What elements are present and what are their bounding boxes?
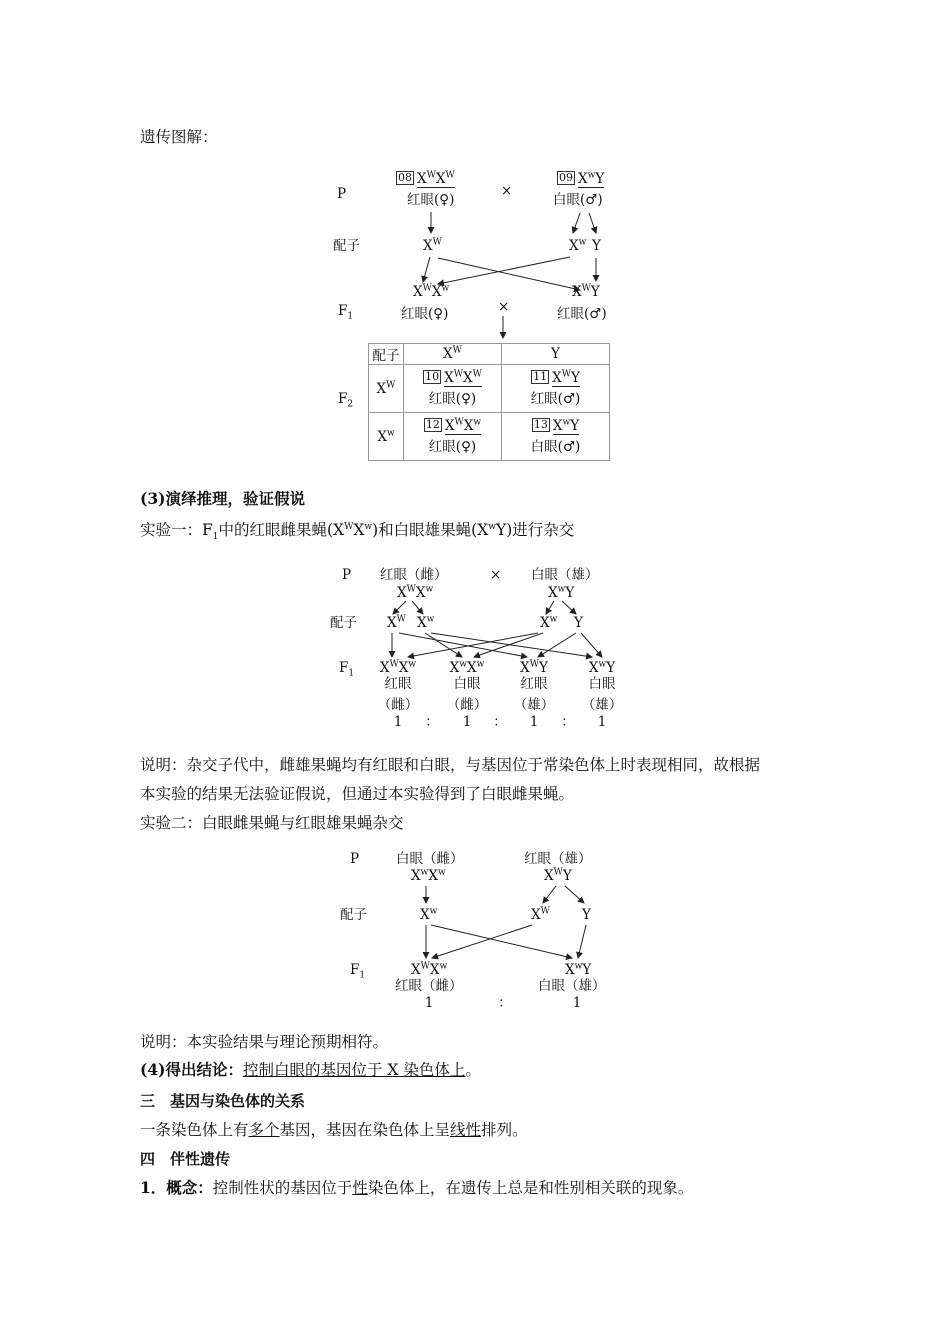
p-male-phenotype: 红眼（雄） xyxy=(524,851,592,867)
arrow xyxy=(578,925,586,958)
section-3-heading: (3)演绎推理，验证假说 xyxy=(140,489,305,508)
ratio-colon: ： xyxy=(561,714,575,730)
arrow xyxy=(432,925,532,958)
f1-sex-4: （雄） xyxy=(581,697,623,713)
p-label: P xyxy=(337,186,347,202)
note-1-line-2: 本实验的结果无法验证假说，但通过本实验得到了白眼雌果蝇。 xyxy=(140,785,575,803)
cross-symbol: × xyxy=(501,183,513,199)
intro-title: 遗传图解： xyxy=(140,128,218,146)
arrow xyxy=(543,886,556,903)
p-male-phenotype: 白眼（雄） xyxy=(531,567,599,583)
f1-genotype-1: $X^WX^w$ xyxy=(379,659,417,676)
f1-genotype-2: $X^wX^w$ xyxy=(449,659,485,676)
arrow xyxy=(581,633,602,657)
arrow xyxy=(408,633,538,657)
gamete-y-male: Y xyxy=(582,907,591,923)
p-female-phenotype: 白眼（雌） xyxy=(396,851,464,867)
arrow xyxy=(431,633,592,657)
arrow xyxy=(589,213,596,233)
p-female-genotype: $X^WX^w$ xyxy=(397,584,434,601)
p-female-genotype: 08 $X^WX^W$ xyxy=(398,170,455,187)
experiment-2-line: 实验二：白眼雌果蝇与红眼雄果蝇杂交 xyxy=(140,814,404,832)
gamete-label: 配子 xyxy=(333,238,360,254)
row-xw-upper: $X^W$ xyxy=(369,365,404,413)
row-xw-lower: $X^w$ xyxy=(369,413,404,461)
p-male-phenotype: 白眼(♂) xyxy=(553,192,603,208)
f1-male-phenotype: 红眼(♂) xyxy=(557,306,607,322)
arrow xyxy=(573,213,580,233)
arrow xyxy=(546,601,554,614)
f1-phenotype-2: 白眼 xyxy=(453,676,481,692)
f1-phenotype-4: 白眼 xyxy=(588,676,616,692)
table-head: 配子 xyxy=(369,344,404,365)
f1-female-phenotype: 红眼(♀) xyxy=(401,306,449,322)
gamete-xW: $X^W$ xyxy=(387,614,406,631)
arrow xyxy=(438,258,580,290)
f1-label: $F_1$ xyxy=(350,962,366,981)
f1-female-genotype: $X^WX^w$ xyxy=(411,961,448,978)
line-three: 一条染色体上有多个基因，基因在染色体上呈线性排列。 xyxy=(140,1121,528,1139)
cell-13: 13 $X^wY$ 白眼(♂) xyxy=(502,413,610,461)
p-female-phenotype: 红眼(♀) xyxy=(407,192,455,208)
ratio-2: 1 xyxy=(462,714,472,730)
note-2: 说明：本实验结果与理论预期相符。 xyxy=(140,1033,389,1051)
col-xw: $X^W$ xyxy=(404,344,502,365)
arrow xyxy=(412,601,423,614)
f1-female-genotype: $X^WX^w$ xyxy=(413,283,450,300)
arrow xyxy=(565,886,584,903)
f1-genotype-4: $X^wY$ xyxy=(588,659,616,676)
f1-male-genotype: $X^wY$ xyxy=(565,961,592,978)
f1-male-phenotype: 白眼（雄） xyxy=(538,978,606,994)
ratio-colon: ： xyxy=(425,714,439,730)
section-4-line: (4)得出结论：控制白眼的基因位于 X 染色体上。 xyxy=(140,1060,481,1079)
cross-symbol: × xyxy=(490,567,502,583)
ratio-3: 1 xyxy=(529,714,539,730)
ratio-colon: ： xyxy=(493,714,507,730)
ratio-colon: ： xyxy=(498,995,512,1011)
f1-cross-symbol: × xyxy=(498,299,510,315)
f1-phenotype-1: 红眼 xyxy=(384,676,412,692)
gamete-xw-male: $X^w$ xyxy=(540,614,558,631)
f1-phenotype-3: 红眼 xyxy=(520,676,548,692)
arrow xyxy=(431,925,572,958)
p-female-genotype: $X^wX^w$ xyxy=(411,867,446,884)
gamete-y-male: Y xyxy=(592,238,601,254)
p-male-genotype: $X^WY$ xyxy=(544,867,572,884)
col-y: Y xyxy=(502,344,610,365)
cell-11: 11 $X^WY$ 红眼(♂) xyxy=(502,365,610,413)
note-1-line-1: 说明：杂交子代中，雌雄果蝇均有红眼和白眼，与基因位于常染色体上时表现相同，故根据 xyxy=(140,756,761,774)
f1-genotype-3: $X^WY$ xyxy=(520,659,548,676)
experiment-1-line: 实验一：$F_1$中的红眼雌果蝇$(X^WX^w)$和白眼雄果蝇$(X^wY)$进行杂交 xyxy=(140,521,575,543)
p-female-phenotype: 红眼（雌） xyxy=(380,567,448,583)
f2-label: $F_2$ xyxy=(338,391,354,410)
arrow xyxy=(423,257,430,282)
gamete-xW-male: $X^W$ xyxy=(531,906,550,923)
gamete-xw-female: $X^w$ xyxy=(420,906,438,923)
heading-four: 四 伴性遗传 xyxy=(140,1150,231,1168)
line-four: 1．概念：控制性状的基因位于性染色体上，在遗传上总是和性别相关联的现象。 xyxy=(140,1178,694,1197)
heading-three: 三 基因与染色体的关系 xyxy=(140,1092,306,1110)
p-label: P xyxy=(350,851,360,867)
cell-12: 12 $X^WX^w$ 红眼(♀) xyxy=(404,413,502,461)
gamete-xw: $X^w$ xyxy=(417,614,435,631)
arrow xyxy=(438,257,570,284)
ratio-male: 1 xyxy=(572,995,582,1011)
p-male-genotype: $X^wY$ xyxy=(548,584,575,601)
gamete-xw-male: $X^w$ xyxy=(569,237,587,254)
arrow xyxy=(393,601,406,614)
f1-female-phenotype: 红眼（雌） xyxy=(395,978,463,994)
f1-label: $F_1$ xyxy=(339,660,355,679)
gamete-y-male: Y xyxy=(574,615,583,631)
cell-10: 10 $X^WX^W$ 红眼(♀) xyxy=(404,365,502,413)
f1-sex-1: （雌） xyxy=(377,697,419,713)
f1-male-genotype: $X^WY$ xyxy=(572,283,600,300)
p-label: P xyxy=(342,567,352,583)
f1-label: $F_1$ xyxy=(338,303,354,322)
f1-sex-2: （雌） xyxy=(446,697,488,713)
arrow xyxy=(562,601,576,614)
f1-sex-3: （雄） xyxy=(513,697,555,713)
p-male-genotype: 09 $X^wY$ xyxy=(559,170,605,187)
ratio-female: 1 xyxy=(424,995,434,1011)
gamete-xw-female: $X^W$ xyxy=(423,237,442,254)
gamete-label: 配子 xyxy=(340,907,367,923)
ratio-4: 1 xyxy=(597,714,607,730)
ratio-1: 1 xyxy=(393,714,403,730)
gamete-label: 配子 xyxy=(330,615,357,631)
